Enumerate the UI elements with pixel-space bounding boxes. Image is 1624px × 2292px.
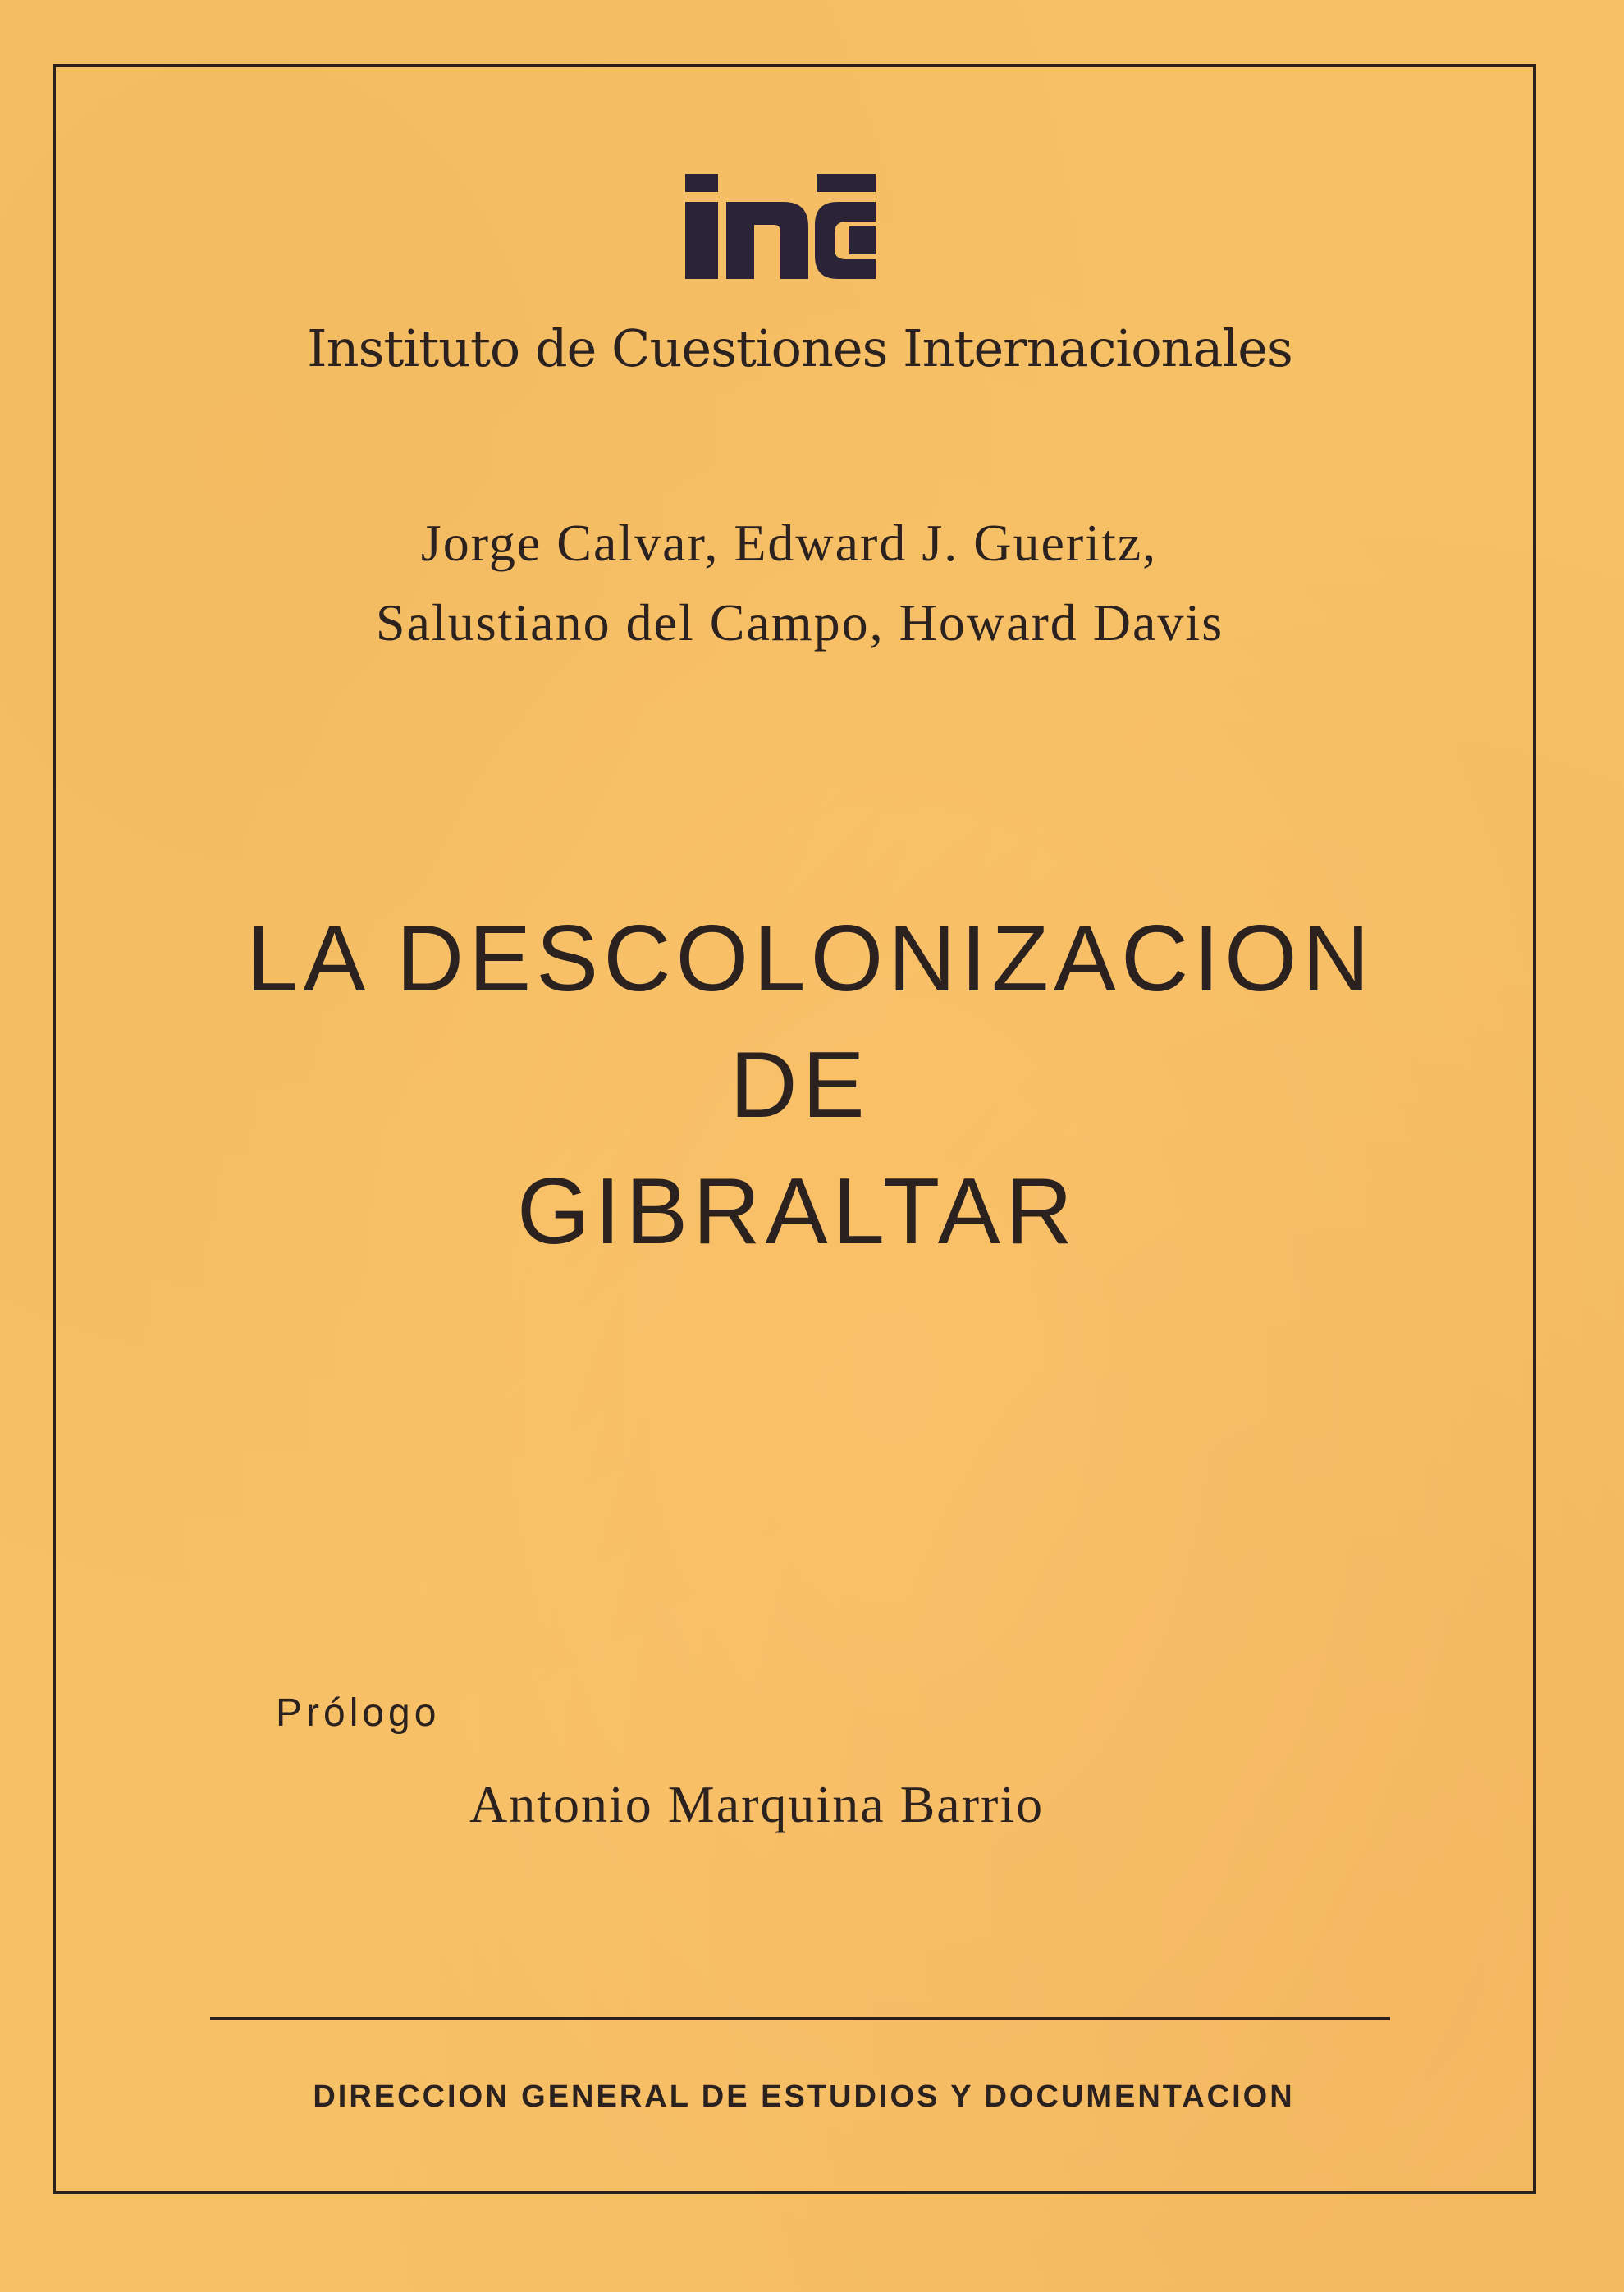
book-title-line-2: DE	[730, 1033, 870, 1137]
authors-line-2: Salustiano del Campo, Howard Davis	[375, 593, 1224, 652]
divider-rule	[210, 2017, 1390, 2020]
prologue-label: Prólogo	[276, 1691, 441, 1735]
authors-line-1: Jorge Calvar, Edward J. Gueritz,	[420, 514, 1158, 572]
book-title-line-1: LA DESCOLONIZACION	[246, 907, 1375, 1011]
book-title-line-3: GIBRALTAR	[516, 1160, 1078, 1264]
publisher-name: DIRECCION GENERAL DE ESTUDIOS Y DOCUMENTACION	[313, 2079, 1295, 2114]
prologue-author: Antonio Marquina Barrio	[469, 1775, 1045, 1833]
institute-name: Instituto de Cuestiones Internacionales	[307, 318, 1292, 378]
institute-logo-icon	[685, 174, 876, 279]
